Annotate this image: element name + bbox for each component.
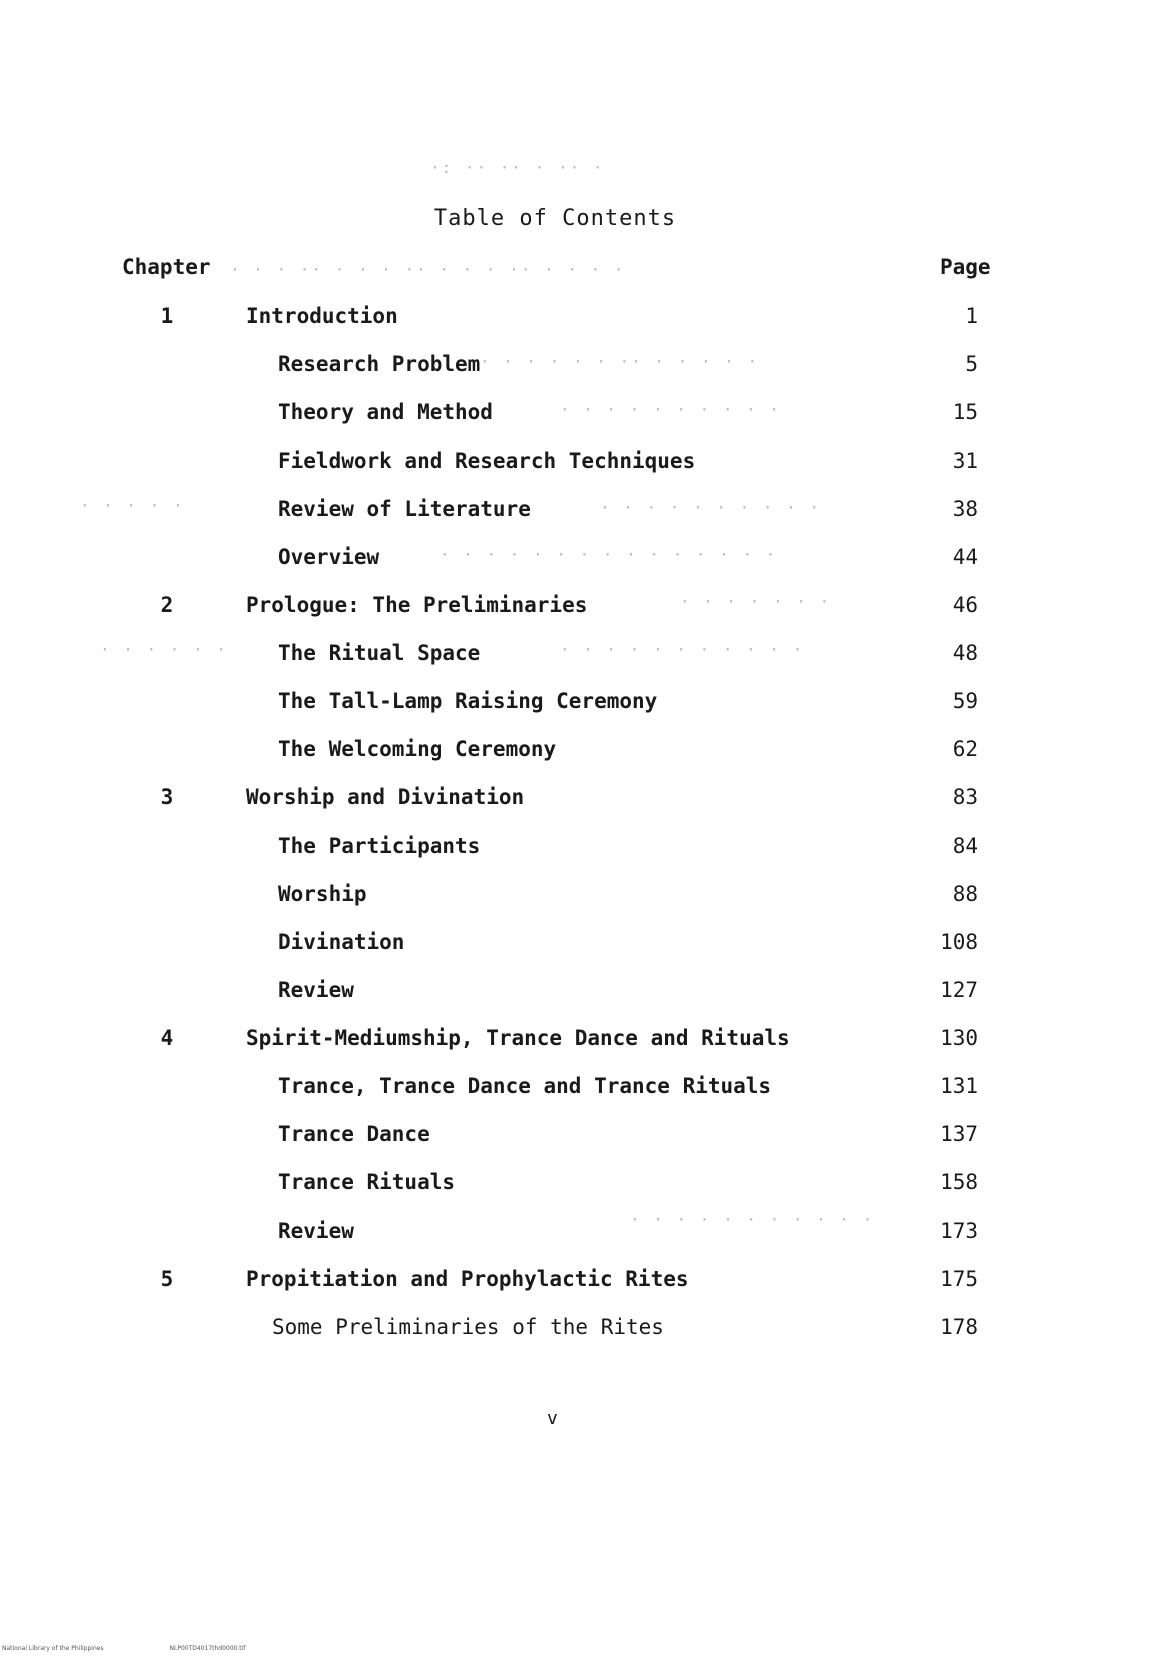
toc-section-entry: [0, 1120, 1168, 1148]
entry-title: Review: [278, 1219, 354, 1243]
entry-title: The Welcoming Ceremony: [278, 737, 557, 761]
toc-section-entry: [0, 735, 1168, 763]
entry-page-number: 158: [940, 1170, 978, 1194]
entry-page-number: 31: [952, 449, 978, 473]
entry-page-number: 44: [952, 545, 978, 569]
toc-section-entry: [0, 1072, 1168, 1100]
page-title: Table of Contents: [433, 206, 677, 231]
entry-title: Spirit-Mediumship, Trance Dance and Rituals: [246, 1026, 790, 1050]
page-number: v: [547, 1408, 558, 1429]
bleed-through-mark: · · · · · · ·· · · · · ·: [480, 352, 760, 371]
entry-page-number: 5: [965, 352, 978, 376]
entry-page-number: 15: [952, 400, 978, 424]
toc-section-entry: [0, 928, 1168, 956]
entry-title: Review of Literature: [278, 497, 531, 521]
entry-page-number: 178: [940, 1315, 978, 1339]
entry-title: Research Problem: [278, 352, 481, 376]
entry-page-number: 48: [952, 641, 978, 665]
entry-page-number: 59: [952, 689, 978, 713]
entry-page-number: 130: [940, 1026, 978, 1050]
entry-title: Trance Dance: [278, 1122, 430, 1146]
chapter-column-header: Chapter: [122, 255, 211, 279]
entry-title: Fieldwork and Research Techniques: [278, 449, 696, 473]
entry-title: Prologue: The Preliminaries: [246, 593, 588, 617]
toc-section-entry: [0, 880, 1168, 908]
toc-chapter-entry: [0, 1024, 1168, 1052]
file-id: NLP00TD4017thd0000.tif: [169, 1645, 246, 1652]
entry-title: Divination: [278, 930, 405, 954]
entry-page-number: 131: [940, 1074, 978, 1098]
entry-title: Introduction: [246, 304, 398, 328]
bleed-through-mark: · · · · ·: [80, 496, 185, 515]
bleed-through-mark: · · · ·· · · · ·· · · · ·· · · · ·: [230, 260, 626, 279]
page-column-header: Page: [940, 255, 991, 279]
entry-page-number: 62: [952, 737, 978, 761]
entry-title: Overview: [278, 545, 380, 569]
entry-title: Trance, Trance Dance and Trance Rituals: [278, 1074, 772, 1098]
chapter-number: 3: [160, 785, 174, 809]
toc-chapter-entry: [0, 783, 1168, 811]
entry-title: Some Preliminaries of the Rites: [272, 1315, 664, 1339]
entry-page-number: 173: [940, 1219, 978, 1243]
bleed-through-mark: · · · · · ·: [100, 640, 228, 659]
bleed-through-mark: ·: ·· ·· · ·· ·: [430, 158, 605, 177]
entry-page-number: 84: [952, 834, 978, 858]
entry-title: Propitiation and Prophylactic Rites: [246, 1267, 689, 1291]
entry-page-number: 38: [952, 497, 978, 521]
bleed-through-mark: · · · · · · · · · · ·: [630, 1210, 875, 1229]
toc-section-entry: [0, 687, 1168, 715]
chapter-number: 1: [160, 304, 174, 328]
entry-page-number: 46: [952, 593, 978, 617]
bleed-through-mark: · · · · · · ·: [680, 592, 832, 611]
toc-section-entry: [0, 543, 1168, 571]
toc-section-entry: [0, 350, 1168, 378]
entry-title: The Participants: [278, 834, 481, 858]
entry-page-number: 108: [940, 930, 978, 954]
chapter-number: 5: [160, 1267, 174, 1291]
bleed-through-mark: · · · · · · · · · · ·: [560, 640, 805, 659]
entry-title: The Ritual Space: [278, 641, 481, 665]
entry-title: Worship and Divination: [246, 785, 525, 809]
toc-section-entry: [0, 832, 1168, 860]
entry-page-number: 137: [940, 1122, 978, 1146]
bleed-through-mark: · · · · · · · · · ·: [560, 400, 782, 419]
bleed-through-mark: · · · · · · · · · · · · · · ·: [440, 545, 778, 564]
entry-page-number: 175: [940, 1267, 978, 1291]
toc-section-entry: [0, 1217, 1168, 1245]
toc-section-entry: [0, 495, 1168, 523]
toc-section-entry: [0, 1313, 1168, 1341]
entry-page-number: 83: [952, 785, 978, 809]
entry-title: The Tall-Lamp Raising Ceremony: [278, 689, 658, 713]
toc-chapter-entry: [0, 1265, 1168, 1293]
entry-title: Worship: [278, 882, 367, 906]
toc-section-entry: [0, 976, 1168, 1004]
entry-title: Review: [278, 978, 354, 1002]
toc-section-entry: [0, 1168, 1168, 1196]
toc-chapter-entry: [0, 591, 1168, 619]
toc-chapter-entry: [0, 302, 1168, 330]
toc-section-entry: [0, 447, 1168, 475]
library-credit: National Library of the Philippines: [2, 1645, 104, 1652]
entry-page-number: 88: [952, 882, 978, 906]
bleed-through-mark: · · · · · · · · · ·: [600, 498, 822, 517]
toc-section-entry: [0, 398, 1168, 426]
chapter-number: 2: [160, 593, 174, 617]
entry-page-number: 1: [965, 304, 978, 328]
scan-footer: [2, 1645, 309, 1652]
entry-page-number: 127: [940, 978, 978, 1002]
entry-title: Theory and Method: [278, 400, 493, 424]
chapter-number: 4: [160, 1026, 174, 1050]
toc-section-entry: [0, 639, 1168, 667]
entry-title: Trance Rituals: [278, 1170, 456, 1194]
